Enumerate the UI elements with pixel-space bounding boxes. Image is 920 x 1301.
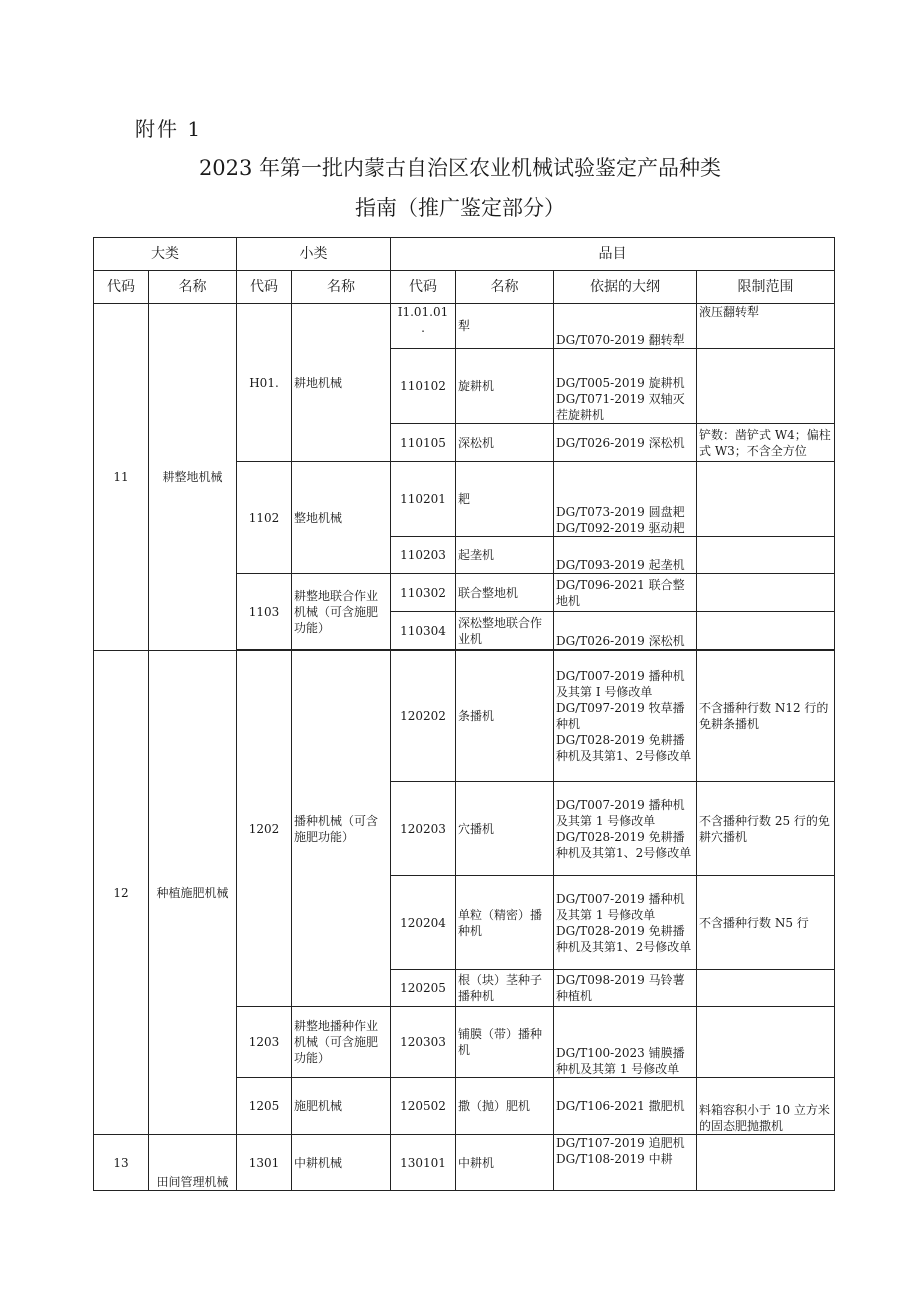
- item-name-cell: 起垄机: [456, 537, 554, 574]
- minor-code-cell: 1103: [237, 574, 292, 650]
- item-name-cell: 中耕机: [456, 1135, 554, 1191]
- minor-name-cell: 中耕机械: [292, 1135, 391, 1191]
- outline-cell: DG/T007-2019 播种机及其第 I 号修改单 DG/T097-2019 牧草播种机 DG/T028-2019 免耕播种机及其第1、2号修改单: [556, 669, 692, 763]
- minor-name-cell: 耕地机械: [292, 304, 391, 462]
- limit-cell: 料箱容积小于 10 立方米的固态肥抛撒机: [697, 1078, 835, 1135]
- header-item: 品目: [391, 238, 835, 271]
- limit-cell: [697, 1135, 835, 1191]
- item-code-cell: 110105: [391, 424, 456, 462]
- outline-cell: DG/T098-2019 马铃薯种植机: [554, 970, 697, 1007]
- outline-cell: DG/T073-2019 圆盘耙 DG/T092-2019 驱动耙: [556, 505, 685, 535]
- item-name-cell: 联合整地机: [456, 574, 554, 612]
- limit-cell: [697, 349, 835, 424]
- major-name-cell: 田间管理机械: [149, 1135, 237, 1191]
- minor-name-cell: 耕整地播种作业机械（可含施肥功能）: [292, 1007, 391, 1078]
- outline-cell: DG/T107-2019 追肥机 DG/T108-2019 中耕: [556, 1136, 685, 1166]
- minor-code-cell: 1203: [237, 1007, 292, 1078]
- item-code-cell: 110203: [391, 537, 456, 574]
- outline-cell: DG/T096-2021 联合整地机: [554, 574, 697, 612]
- minor-name-cell: 整地机械: [292, 462, 391, 574]
- item-code-cell: 110304: [391, 612, 456, 650]
- item-name-cell: 铺膜（带）播种机: [456, 1007, 554, 1078]
- major-code-cell: 11: [94, 304, 149, 651]
- limit-cell: [697, 537, 835, 574]
- item-code-cell: 120204: [391, 876, 456, 970]
- minor-name-cell: 施肥机械: [292, 1078, 391, 1135]
- col-header-item-code: 代码: [391, 271, 456, 304]
- item-code-cell: 120205: [391, 970, 456, 1007]
- item-code-cell: 120202: [391, 651, 456, 782]
- item-code-cell: 110201: [391, 462, 456, 537]
- limit-cell: 不含播种行数 25 行的免耕穴播机: [697, 782, 835, 876]
- item-name-cell: 犁: [456, 304, 554, 349]
- col-header-major-name: 名称: [149, 271, 237, 304]
- item-code-cell: 110302: [391, 574, 456, 612]
- col-header-minor-name: 名称: [292, 271, 391, 304]
- minor-name-cell: 播种机械（可含施肥功能）: [292, 651, 391, 1007]
- minor-code-cell: 1102: [237, 462, 292, 574]
- major-name-cell: 耕整地机械: [149, 304, 237, 651]
- limit-cell: 液压翻转犁: [697, 304, 835, 349]
- item-name-cell: 单粒（精密）播种机: [456, 876, 554, 970]
- minor-code-cell: H01.: [237, 304, 292, 462]
- col-header-outline: 依据的大纲: [554, 271, 697, 304]
- major-name-cell: 种植施肥机械: [149, 651, 237, 1135]
- outline-cell: DG/T007-2019 播种机及其第 1 号修改单 DG/T028-2019 免耕播种机及其第1、2号修改单: [556, 797, 692, 860]
- document-title-line-2: 指南（推广鉴定部分）: [355, 196, 565, 220]
- header-minor-category: 小类: [237, 238, 391, 271]
- limit-cell: [697, 612, 835, 650]
- item-name-cell: 深松整地联合作业机: [456, 612, 554, 650]
- minor-code-cell: 1202: [237, 651, 292, 1007]
- item-code-cell: 120502: [391, 1078, 456, 1135]
- item-name-cell: 条播机: [456, 651, 554, 782]
- item-name-cell: 撒（抛）肥机: [456, 1078, 554, 1135]
- col-header-major-code: 代码: [94, 271, 149, 304]
- item-name-cell: 深松机: [456, 424, 554, 462]
- outline-cell: DG/T007-2019 播种机及其第 1 号修改单 DG/T028-2019 免耕播种机及其第1、2号修改单: [556, 891, 692, 954]
- item-code-cell: 120303: [391, 1007, 456, 1078]
- col-header-minor-code: 代码: [237, 271, 292, 304]
- outline-cell: DG/T093-2019 起垄机: [554, 537, 697, 574]
- limit-cell: [697, 462, 835, 537]
- limit-cell: [697, 574, 835, 612]
- item-code-cell: 120203: [391, 782, 456, 876]
- minor-name-cell: 耕整地联合作业机械（可含施肥功能）: [292, 574, 391, 650]
- product-category-table: [93, 237, 835, 1191]
- item-name-cell: 根（块）茎种子播种机: [456, 970, 554, 1007]
- outline-cell: DG/T070-2019 翻转犁: [554, 304, 697, 349]
- outline-cell: DG/T026-2019 深松机: [554, 424, 697, 462]
- header-major-category: 大类: [94, 238, 237, 271]
- major-code-cell: 12: [94, 651, 149, 1135]
- limit-cell: 铲数：凿铲式 W4；偏柱式 W3；不含全方位: [697, 424, 835, 462]
- limit-cell: 不含播种行数 N5 行: [697, 876, 835, 970]
- item-code-cell: I1.01.01 .: [397, 305, 449, 335]
- outline-cell: DG/T005-2019 旋耕机 DG/T071-2019 双轴灭茬旋耕机: [556, 376, 685, 422]
- minor-code-cell: 1205: [237, 1078, 292, 1135]
- major-code-cell: 13: [94, 1135, 149, 1191]
- item-name-cell: 耙: [456, 462, 554, 537]
- item-code-cell: 110102: [391, 349, 456, 424]
- outline-cell: DG/T026-2019 深松机: [554, 612, 697, 650]
- document-title-line-1: 2023 年第一批内蒙古自治区农业机械试验鉴定产品种类: [198, 156, 722, 180]
- outline-cell: DG/T100-2023 铺膜播种机及其第 1 号修改单: [554, 1007, 697, 1078]
- item-name-cell: 旋耕机: [456, 349, 554, 424]
- limit-cell: [697, 1007, 835, 1078]
- limit-cell: [697, 970, 835, 1007]
- col-header-item-name: 名称: [456, 271, 554, 304]
- item-name-cell: 穴播机: [456, 782, 554, 876]
- col-header-limit: 限制范围: [697, 271, 835, 304]
- minor-code-cell: 1301: [237, 1135, 292, 1191]
- limit-cell: 不含播种行数 N12 行的免耕条播机: [697, 651, 835, 782]
- attachment-label: 附件 1: [135, 117, 203, 141]
- item-code-cell: 130101: [391, 1135, 456, 1191]
- outline-cell: DG/T106-2021 撒肥机: [554, 1078, 697, 1135]
